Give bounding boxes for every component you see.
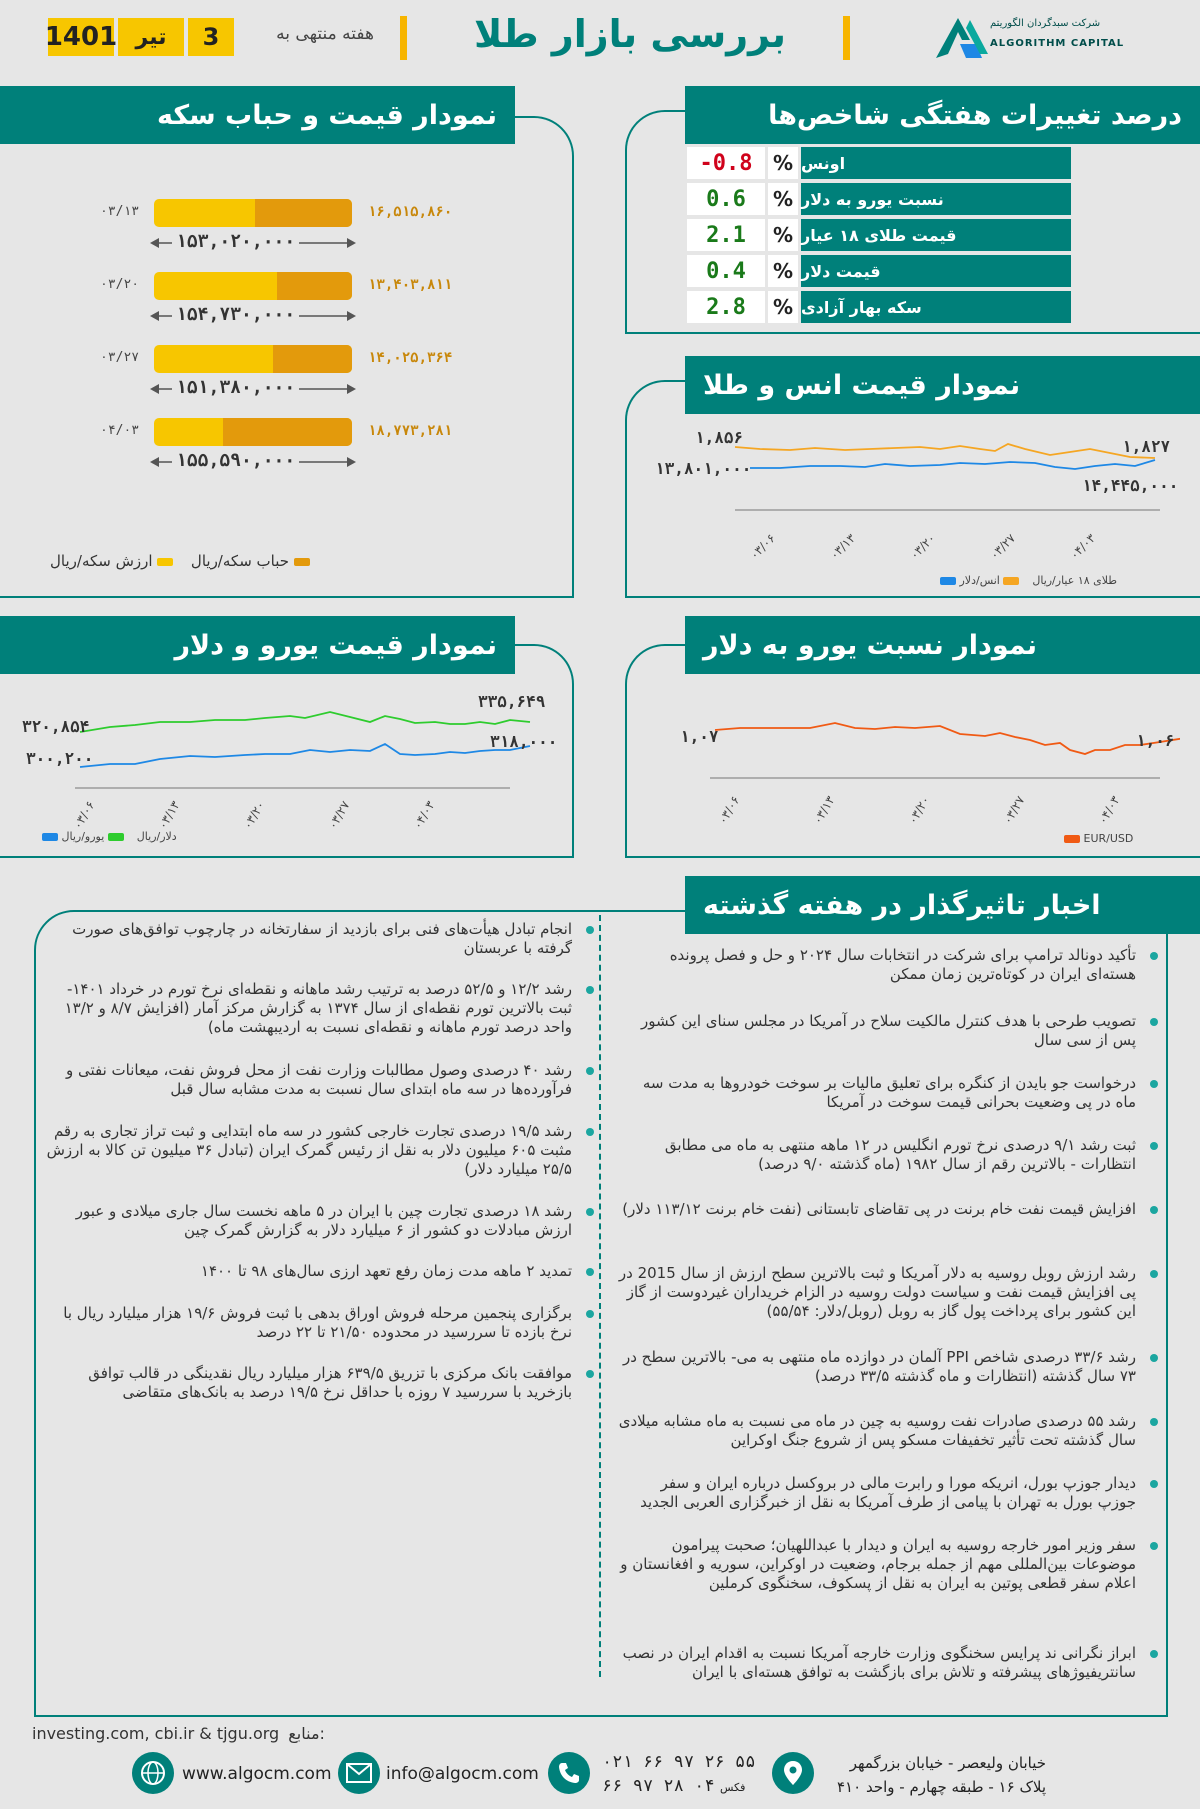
euro-dollar-title: نمودار قیمت یورو و دلار	[0, 616, 515, 674]
news-text: افزایش قیمت نفت خام برنت در پی تقاضای تابستانی (نفت خام برنت ۱۱۳/۱۲ دلار)	[622, 1200, 1136, 1218]
coin-date: ۰۳/۱۳	[100, 204, 140, 219]
bullet-icon	[586, 1067, 594, 1075]
ed-tick-3: ۰۳/۲۰	[240, 798, 268, 832]
bullet-icon	[1150, 1650, 1158, 1658]
news-text: برگزاری پنجمین مرحله فروش اوراق بدهی با ثبت فروش ۱۹/۶ هزار میلیارد ریال با نرخ بازده تا سررسید در محدوده ۲۱/۵۰ تا ۲۲ درصد	[63, 1304, 572, 1341]
bullet-icon	[1150, 952, 1158, 960]
news-text: رشد ۱۹/۵ درصدی تجارت خارجی کشور در سه ماه ابتدایی و ثبت تراز تجاری به رقم مثبت ۶۰۵ میلیون دلار به نقل از رئیس گمرک ایران (تبادل ۳۶ میلیون تن کالا به ارزش ۲۵/۵ میلیارد دلار)	[46, 1122, 572, 1178]
eu-tick-3: ۰۳/۲۰	[905, 793, 933, 827]
website-icon	[132, 1752, 174, 1794]
bubble-bar	[277, 272, 352, 300]
news-item	[618, 1474, 1136, 1512]
bubble-value: ۱۶,۵۱۵,۸۶۰	[368, 204, 453, 220]
sources-list: investing.com, cbi.ir & tjgu.org	[32, 1724, 280, 1743]
news-text: ابراز نگرانی ند پرایس سخنگوی وزارت خارجه آمریکا نسبت به اقدام ایران در نصب سانتریفیوژهای پیشرفته و تلاش برای بازگشت به توافق هسته‌ای با ایران	[622, 1644, 1136, 1681]
coin-bar	[154, 345, 352, 373]
legend-bubble-label: حباب سکه/ریال	[190, 552, 290, 570]
month-badge: تیر	[118, 18, 184, 56]
bubble-value: ۱۴,۰۲۵,۳۶۴	[368, 350, 453, 366]
news-divider	[599, 915, 601, 1677]
envelope-icon	[346, 1763, 372, 1783]
gold-tick-4: ۰۳/۲۷	[987, 531, 1019, 563]
eu-tick-4: ۰۳/۲۷	[1000, 793, 1028, 827]
divider-left	[400, 16, 407, 60]
coin-legend	[50, 552, 310, 570]
euro-start-label: ۳۲۰,۸۵۴	[22, 717, 90, 736]
globe-icon	[140, 1760, 166, 1786]
news-text: دیدار جوزپ بورل، انریکه مورا و رابرت مالی در بروکسل درباره ایران و سفر جوزپ بورل به تهران با پیامی از طرف آمریکا به نقل از خبرگزاری العربی الجدید	[640, 1474, 1136, 1511]
news-item	[44, 1122, 572, 1179]
news-text: درخواست جو بایدن از کنگره برای تعلیق مالیات بر سوخت خودروها به مدت سه ماه در پی وضعیت بحرانی قیمت سوخت در آمریکا	[642, 1074, 1136, 1111]
index-name: قیمت طلای ۱۸ عیار	[801, 219, 1071, 251]
ed-tick-4: ۰۳/۲۷	[325, 798, 353, 832]
ounce-start-label: ۱,۸۵۶	[695, 428, 744, 447]
legend-bubble-swatch	[294, 558, 310, 566]
ed-tick-2: ۰۳/۱۳	[155, 798, 183, 832]
logo-icon	[932, 14, 992, 62]
eurusd-legend	[1064, 832, 1133, 845]
bullet-icon	[586, 1128, 594, 1136]
legend-coin-label: ارزش سکه/ریال	[50, 552, 153, 570]
dollar-start-label: ۳۰۰,۲۰۰	[26, 749, 94, 768]
bullet-icon	[1150, 1142, 1158, 1150]
news-text: تأکید دونالد ترامپ برای شرکت در انتخابات سال ۲۰۲۴ و حل و فصل پرونده هسته‌ای ایران در کوتاه‌ترین زمان ممکن	[669, 946, 1136, 983]
news-text: رشد ۱۸ درصدی تجارت چین با ایران در ۵ ماهه نخست سال جاری میلادی و عبور ارزش مبادلات دو کشور از ۶ میلیارد دلار به گزارش گمرک چین	[75, 1202, 572, 1239]
eu-tick-1: ۰۳/۰۶	[715, 793, 743, 827]
coin-value: ۱۵۵,۵۹۰,۰۰۰	[172, 450, 299, 471]
bullet-icon	[1150, 1206, 1158, 1214]
map-pin-icon	[783, 1760, 803, 1786]
gold-start-label: ۱۳,۸۰۱,۰۰۰	[655, 459, 752, 478]
gold-title: نمودار قیمت انس و طلا	[685, 356, 1200, 414]
ed-tick-1: ۰۳/۰۶	[70, 798, 98, 832]
euro-dollar-legend	[42, 830, 177, 843]
gold-series-line	[750, 460, 1155, 469]
news-title: اخبار تاثیرگذار در هفته گذشته	[685, 876, 1200, 934]
fax-number: ۶۶ ۹۷ ۲۸ ۰۴	[602, 1776, 715, 1796]
index-name: سکه بهار آزادی	[801, 291, 1071, 323]
eurusd-axis-ticks	[715, 793, 1122, 826]
news-item	[44, 1304, 572, 1342]
index-name: نسبت یورو به دلار	[801, 183, 1071, 215]
bullet-icon	[586, 1268, 594, 1276]
eu-tick-5: ۰۴/۰۳	[1095, 793, 1123, 827]
euro-dollar-axis-ticks	[70, 798, 437, 831]
eurusd-chart	[640, 690, 1180, 845]
bullet-icon	[586, 1370, 594, 1378]
index-percent-sign: %	[768, 291, 798, 323]
coin-value: ۱۵۱,۳۸۰,۰۰۰	[172, 377, 299, 398]
coin-value: ۱۵۴,۷۳۰,۰۰۰	[172, 304, 299, 325]
logo-text-en: ALGORITHM CAPITAL	[990, 38, 1125, 49]
index-percent-sign: %	[768, 255, 798, 287]
handset-icon	[557, 1761, 581, 1785]
legend-dollar-label: دلار/ریال	[136, 830, 177, 843]
index-percent-sign: %	[768, 147, 798, 179]
phone-number[interactable]: ۰۲۱ ۶۶ ۹۷ ۲۶ ۵۵	[602, 1752, 756, 1772]
bullet-icon	[586, 986, 594, 994]
company-logo	[932, 14, 1125, 62]
gold-axis-ticks	[747, 531, 1098, 562]
news-item	[618, 1012, 1136, 1050]
legend-eurusd-swatch	[1064, 835, 1080, 843]
bullet-icon	[586, 1208, 594, 1216]
bubble-bar	[273, 345, 352, 373]
sources-label: منابع:	[288, 1724, 325, 1743]
legend-eurusd-label: EUR/USD	[1083, 832, 1134, 845]
gold-legend	[940, 574, 1117, 587]
index-value: 0.4	[687, 255, 765, 287]
website-link[interactable]: www.algocm.com	[182, 1764, 332, 1784]
bullet-icon	[586, 1310, 594, 1318]
news-item	[618, 1348, 1136, 1386]
bubble-bar	[255, 199, 352, 227]
year-badge: 1401	[48, 18, 114, 56]
coin-date: ۰۴/۰۳	[100, 423, 140, 438]
euro-end-label: ۳۳۵,۶۴۹	[478, 692, 546, 711]
day-badge: 3	[188, 18, 234, 56]
gold-end-label: ۱۴,۴۴۵,۰۰۰	[1082, 476, 1179, 495]
bullet-icon	[1150, 1354, 1158, 1362]
news-text: ثبت رشد ۹/۱ درصدی نرخ تورم انگلیس در ۱۲ ماهه منتهی به ماه می مطابق انتظارات - بالاترین رقم از سال ۱۹۸۲ (ماه گذشته ۹/۰ درصد)	[664, 1136, 1136, 1173]
bullet-icon	[1150, 1080, 1158, 1088]
bullet-icon	[1150, 1018, 1158, 1026]
coin-value: ۱۵۳,۰۲۰,۰۰۰	[172, 231, 299, 252]
bullet-icon	[1150, 1542, 1158, 1550]
news-item	[44, 1262, 572, 1281]
index-percent-sign: %	[768, 219, 798, 251]
logo-text-fa: شرکت سبدگردان الگوریتم	[990, 18, 1101, 29]
index-name: اونس	[801, 147, 1071, 179]
news-text: موافقت بانک مرکزی با تزریق ۶۳۹/۵ هزار میلیارد ریال نقدینگی در قالب توافق بازخرید با سررسید ۷ روزه با حداقل نرخ ۱۹/۵ درصد به بانک‌های متقاضی	[88, 1364, 572, 1401]
ed-tick-5: ۰۴/۰۳	[410, 798, 438, 832]
bubble-bar	[223, 418, 352, 446]
coin-bar	[154, 272, 352, 300]
eurusd-end-label: ۱,۰۶	[1136, 731, 1175, 750]
legend-euro-swatch	[108, 833, 124, 841]
news-item	[618, 1536, 1136, 1593]
bullet-icon	[1150, 1480, 1158, 1488]
news-text: رشد ۱۲/۲ و ۵۲/۵ درصد به ترتیب رشد ماهانه و نقطه‌ای نرخ تورم در خرداد ۱۴۰۱-ثبت بالاترین تورم نقطه‌ای از سال ۱۳۷۴ به گزارش مرکز آمار (افزایش ۸/۷ و ۱۳/۲ واحد درصد تورم ماهانه و نقطه‌ای نسبت به اردیبهشت ماه)	[64, 980, 572, 1036]
address-line-2: پلاک ۱۶ - طبقه چهارم - واحد ۴۱۰	[837, 1778, 1046, 1796]
bullet-icon	[586, 926, 594, 934]
news-item	[618, 1412, 1136, 1450]
gold-tick-2: ۰۳/۱۳	[827, 531, 859, 563]
legend-euro-label: یورو/ریال	[61, 830, 105, 843]
ounce-series-line	[735, 444, 1155, 458]
gold-tick-5: ۰۴/۰۳	[1067, 531, 1099, 563]
dollar-end-label: ۳۱۸,۰۰۰	[490, 732, 558, 751]
eu-tick-2: ۰۳/۱۳	[810, 793, 838, 827]
email-icon	[338, 1752, 380, 1794]
gold-tick-3: ۰۳/۲۰	[907, 531, 939, 563]
news-item	[44, 980, 572, 1037]
news-item	[618, 1264, 1136, 1321]
index-row	[687, 219, 1071, 251]
news-item	[618, 1074, 1136, 1112]
news-item	[618, 1644, 1136, 1682]
news-text: انجام تبادل هیأت‌های فنی برای بازدید از سفارتخانه در چارچوب توافق‌های صورت گرفته با عربستان	[72, 920, 572, 957]
news-item	[44, 920, 572, 958]
fax-label: فکس	[720, 1781, 746, 1794]
index-row	[687, 183, 1071, 215]
coin-bar	[154, 199, 352, 227]
bullet-icon	[1150, 1418, 1158, 1426]
news-item	[44, 1061, 572, 1099]
news-item	[44, 1364, 572, 1402]
address-line-1: خیابان ولیعصر - خیابان بزرگمهر	[849, 1754, 1046, 1772]
news-item	[618, 1200, 1136, 1219]
week-label: هفته منتهی به	[276, 24, 374, 44]
index-percent-sign: %	[768, 183, 798, 215]
dollar-series-line	[80, 744, 530, 767]
bubble-value: ۱۸,۷۷۳,۲۸۱	[368, 423, 453, 439]
legend-ounce-label: انس/دلار	[959, 574, 1000, 587]
news-text: رشد ۳۳/۶ درصدی شاخص PPI آلمان در دوازده ماه منتهی به می- بالاترین سطح در ۷۳ سال گذشته (انتظارات و ماه گذشته ۳۳/۵ درصد)	[622, 1348, 1136, 1385]
email-link[interactable]: info@algocm.com	[386, 1764, 539, 1784]
location-icon	[772, 1752, 814, 1794]
legend-gold-swatch	[940, 577, 956, 585]
news-item	[44, 1202, 572, 1240]
legend-dollar-swatch	[42, 833, 58, 841]
news-text: رشد ارزش روبل روسیه به دلار آمریکا و ثبت بالاترین سطح ارزش از سال 2015 در پی افزایش قیمت نفت و سیاست دولت روسیه در الزام خریداران غیردوست از گاز این کشور برای پرداخت پول گاز به روبل (روبل/دلار: ۵۵/۵۴)	[618, 1264, 1136, 1320]
news-item	[618, 946, 1136, 984]
news-text: تصویب طرحی با هدف کنترل مالکیت سلاح در آمریکا در مجلس سنای این کشور پس از سی سال	[640, 1012, 1136, 1049]
index-value: 2.8	[687, 291, 765, 323]
news-text: رشد ۵۵ درصدی صادرات نفت روسیه به چین در ماه می نسبت به ماه مشابه میلادی سال گذشته تحت تأثیر تخفیفات مسکو پس از شروع جنگ اوکراین	[618, 1412, 1136, 1449]
gold-tick-1: ۰۳/۰۶	[747, 531, 779, 563]
news-item	[618, 1136, 1136, 1174]
phone-icon	[548, 1752, 590, 1794]
bullet-icon	[1150, 1270, 1158, 1278]
eurusd-start-label: ۱,۰۷	[680, 727, 719, 746]
coin-bar	[154, 418, 352, 446]
news-text: رشد ۴۰ درصدی وصول مطالبات وزارت نفت از محل فروش نفت، میعانات نفتی و فرآورده‌ها در سه ماه ابتدای سال نسبت به مدت مشابه سال قبل	[65, 1061, 572, 1098]
index-row	[687, 255, 1071, 287]
legend-ounce-swatch	[1003, 577, 1019, 585]
fax-row	[602, 1776, 745, 1796]
eurusd-series-line	[715, 723, 1180, 754]
bubble-value: ۱۳,۴۰۳,۸۱۱	[368, 277, 453, 293]
coin-title: نمودار قیمت و حباب سکه	[0, 86, 515, 144]
euro-series-line	[80, 712, 530, 732]
coin-date: ۰۳/۲۰	[100, 277, 140, 292]
page-title: بررسی بازار طلا	[473, 12, 786, 56]
indices-title: درصد تغییرات هفتگی شاخص‌ها	[685, 86, 1200, 144]
index-row	[687, 147, 1071, 179]
eurusd-title: نمودار نسبت یورو به دلار	[685, 616, 1200, 674]
legend-gold-label: طلای ۱۸ عیار/ریال	[1032, 574, 1118, 587]
index-value: 0.6	[687, 183, 765, 215]
coin-date: ۰۳/۲۷	[100, 350, 140, 365]
divider-right	[843, 16, 850, 60]
index-value: 2.1	[687, 219, 765, 251]
news-text: تمدید ۲ ماهه مدت زمان رفع تعهد ارزی سال‌های ۹۸ تا ۱۴۰۰	[200, 1262, 572, 1280]
legend-coin-swatch	[157, 558, 173, 566]
ounce-end-label: ۱,۸۲۷	[1122, 437, 1171, 456]
index-row	[687, 291, 1071, 323]
sources	[32, 1724, 325, 1743]
news-text: سفر وزیر امور خارجه روسیه به ایران و دیدار با عبداللهیان؛ صحبت پیرامون موضوعات بین‌المللی مهم از جمله برجام، وضعیت در اوکراین، سوریه و افغانستان و اعلام سفر قطعی پوتین به ایران به نقل از پسکوف، سخنگوی کرملین	[620, 1536, 1136, 1592]
index-value: -0.8	[687, 147, 765, 179]
index-name: قیمت دلار	[801, 255, 1071, 287]
euro-dollar-chart	[40, 680, 540, 835]
